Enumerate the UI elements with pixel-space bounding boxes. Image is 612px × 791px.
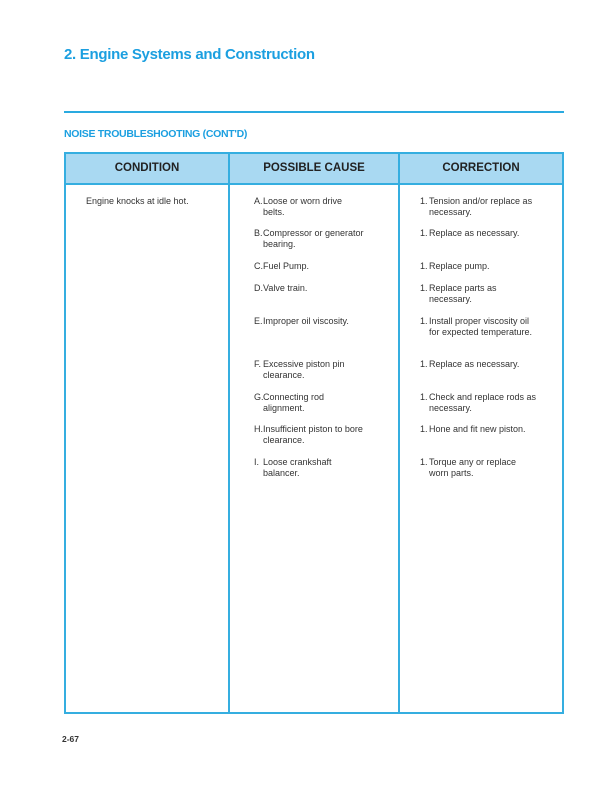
correction-item	[420, 283, 538, 305]
correction-number: 1.	[420, 228, 428, 238]
cause-item	[254, 261, 364, 272]
correction-text: Torque any or replace worn parts.	[429, 457, 517, 478]
header-correction: CORRECTION	[442, 162, 520, 174]
correction-item	[420, 196, 538, 218]
section-title: NOISE TROUBLESHOOTING (CONT'D)	[64, 128, 248, 140]
cause-item	[254, 457, 364, 479]
correction-item	[420, 316, 538, 338]
correction-item	[420, 392, 538, 414]
correction-text: Check and replace rods as necessary.	[429, 392, 537, 413]
header-condition: CONDITION	[114, 162, 180, 174]
correction-text: Replace as necessary.	[429, 359, 520, 369]
correction-number: 1.	[420, 283, 428, 293]
correction-number: 1.	[420, 316, 428, 326]
cause-label: A.	[254, 196, 263, 206]
cause-label: C.	[254, 261, 263, 271]
condition-text: Engine knocks at idle hot.	[86, 196, 189, 206]
cause-text: Fuel Pump.	[263, 261, 310, 271]
header-possible-cause: POSSIBLE CAUSE	[263, 162, 365, 174]
cause-item	[254, 196, 364, 218]
correction-number: 1.	[420, 424, 428, 434]
cause-label: D.	[254, 283, 263, 293]
troubleshooting-table	[64, 152, 564, 714]
cause-label: I.	[254, 457, 260, 467]
cause-item	[254, 359, 364, 381]
cause-text: Improper oil viscosity.	[263, 316, 349, 326]
correction-number: 1.	[420, 457, 428, 467]
page-title: 2. Engine Systems and Construction	[64, 46, 315, 63]
cause-item	[254, 316, 364, 327]
column-divider	[228, 154, 230, 712]
cause-label: G.	[254, 392, 264, 402]
correction-number: 1.	[420, 196, 428, 206]
correction-text: Replace as necessary.	[429, 228, 520, 238]
column-divider	[398, 154, 400, 712]
correction-number: 1.	[420, 392, 428, 402]
correction-item	[420, 424, 538, 435]
cause-label: E.	[254, 316, 263, 326]
cause-text: Insufficient piston to bore clearance.	[263, 424, 363, 445]
cause-item	[254, 424, 364, 446]
cause-item	[254, 392, 364, 414]
cause-text: Loose crankshaft balancer.	[263, 457, 332, 478]
correction-text: Tension and/or replace as necessary.	[429, 196, 533, 217]
cause-text: Compressor or generator bearing.	[263, 228, 364, 249]
correction-number: 1.	[420, 359, 428, 369]
correction-text: Install proper viscosity oil for expected temperature.	[429, 316, 533, 337]
cause-text: Loose or worn drive belts.	[263, 196, 343, 217]
cause-text: Connecting rod alignment.	[263, 392, 325, 413]
correction-number: 1.	[420, 261, 428, 271]
correction-item	[420, 228, 538, 239]
cause-label: H.	[254, 424, 263, 434]
cause-text: Valve train.	[263, 283, 308, 293]
cause-item	[254, 228, 364, 250]
cause-item	[254, 283, 364, 294]
page-number: 2-67	[62, 734, 80, 744]
cause-text: Excessive piston pin clearance.	[263, 359, 345, 380]
correction-text: Replace parts as necessary.	[429, 283, 497, 304]
cause-label: B.	[254, 228, 263, 238]
correction-text: Replace pump.	[429, 261, 490, 271]
correction-item	[420, 457, 538, 479]
divider	[64, 111, 564, 113]
cause-label: F.	[254, 359, 262, 369]
correction-item	[420, 359, 538, 370]
correction-text: Hone and fit new piston.	[429, 424, 526, 434]
correction-item	[420, 261, 538, 272]
